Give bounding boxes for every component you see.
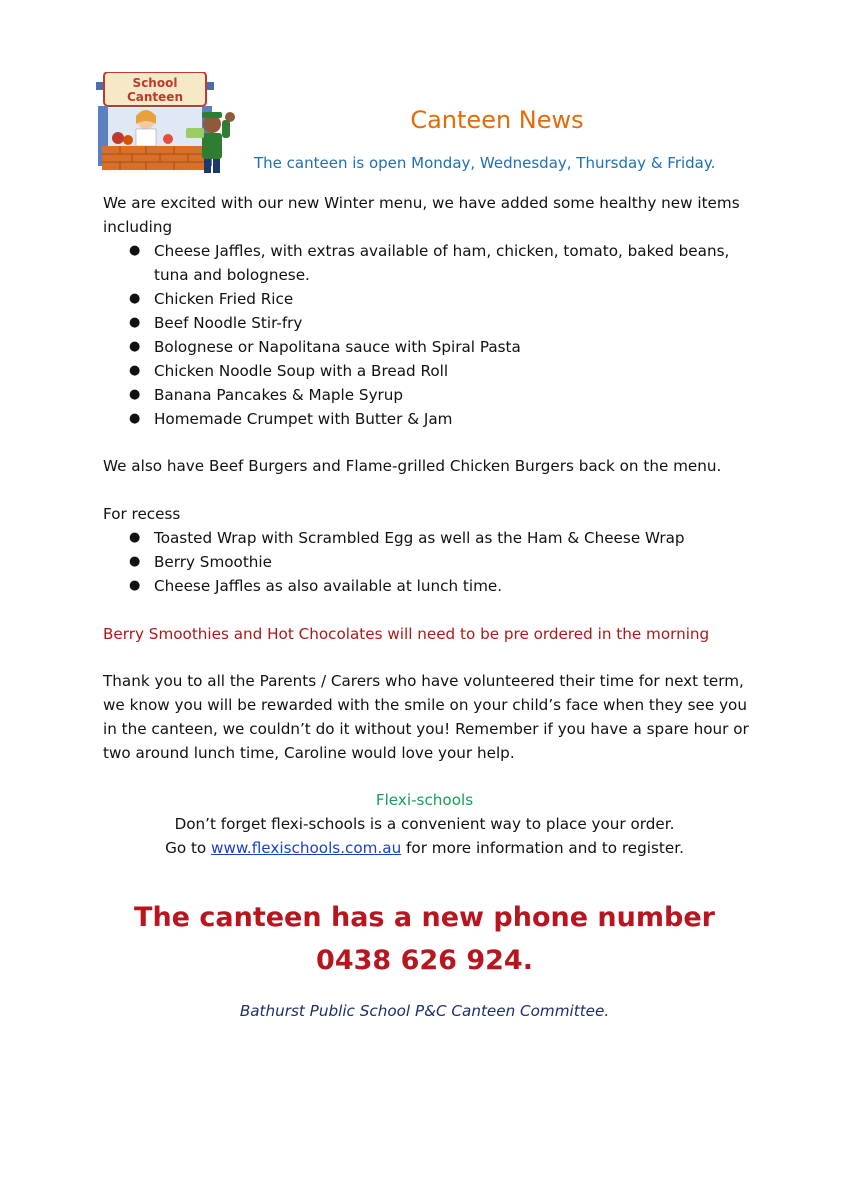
flexi-schools-link-line: Go to www.flexischools.com.au for more information and to register. (165, 839, 684, 857)
burgers-note: We also have Beef Burgers and Flame-grilled Chicken Burgers back on the menu. (103, 457, 722, 475)
thank-you-paragraph: Thank you to all the Parents / Carers who have volunteered their time for next term, we know you will be rewarded with the smile on your child’s face when they see you in the canteen, we couldn’t do it without you! Remember if you have a spare hour or two around lunch time, Caroline would love your help. (103, 672, 749, 762)
recess-list (103, 526, 753, 598)
bullet-icon: ● (129, 578, 141, 593)
opening-hours: The canteen is open Monday, Wednesday, Thursday & Friday. (254, 154, 716, 172)
bullet-icon: ● (129, 554, 141, 569)
page-title: Canteen News (410, 106, 584, 134)
phone-announcement: The canteen has a new phone number (134, 902, 715, 933)
list-item: ● Homemade Crumpet with Butter & Jam (103, 407, 753, 431)
logo-text-canteen: Canteen (126, 90, 184, 104)
flexi-schools-line: Don’t forget flexi-schools is a convenient way to place your order. (174, 815, 675, 833)
list-item: ● Chicken Fried Rice (103, 287, 753, 311)
preorder-notice: Berry Smoothies and Hot Chocolates will need to be pre ordered in the morning (103, 625, 710, 643)
bullet-icon: ● (129, 315, 141, 330)
bullet-icon: ● (129, 339, 141, 354)
school-canteen-logo (96, 72, 242, 178)
flexischools-link[interactable]: www.flexischools.com.au (211, 839, 402, 857)
list-item: ● Chicken Noodle Soup with a Bread Roll (103, 359, 753, 383)
logo-text-school: School (132, 76, 178, 90)
recess-heading: For recess (103, 505, 181, 523)
committee-signoff: Bathurst Public School P&C Canteen Committee. (239, 1002, 610, 1020)
bullet-icon: ● (129, 387, 141, 402)
bullet-icon: ● (129, 363, 141, 378)
list-item: ● Toasted Wrap with Scrambled Egg as well as the Ham & Cheese Wrap (103, 526, 753, 550)
list-item: ● Banana Pancakes & Maple Syrup (103, 383, 753, 407)
bullet-icon: ● (129, 411, 141, 426)
bullet-icon: ● (129, 291, 141, 306)
list-item: ● Bolognese or Napolitana sauce with Spiral Pasta (103, 335, 753, 359)
intro-paragraph: We are excited with our new Winter menu, we have added some healthy new items including (103, 194, 740, 236)
flexi-schools-heading: Flexi-schools (375, 791, 474, 809)
phone-number: 0438 626 924. (316, 945, 533, 976)
winter-menu-list (103, 239, 753, 431)
list-item: ● Cheese Jaffles, with extras available of ham, chicken, tomato, baked beans, tuna and bolognese. (103, 239, 753, 287)
list-item: ● Berry Smoothie (103, 550, 753, 574)
bullet-icon: ● (129, 530, 141, 545)
list-item: ● Beef Noodle Stir-fry (103, 311, 753, 335)
list-item: ● Cheese Jaffles as also available at lunch time. (103, 574, 753, 598)
bullet-icon: ● (129, 243, 141, 258)
